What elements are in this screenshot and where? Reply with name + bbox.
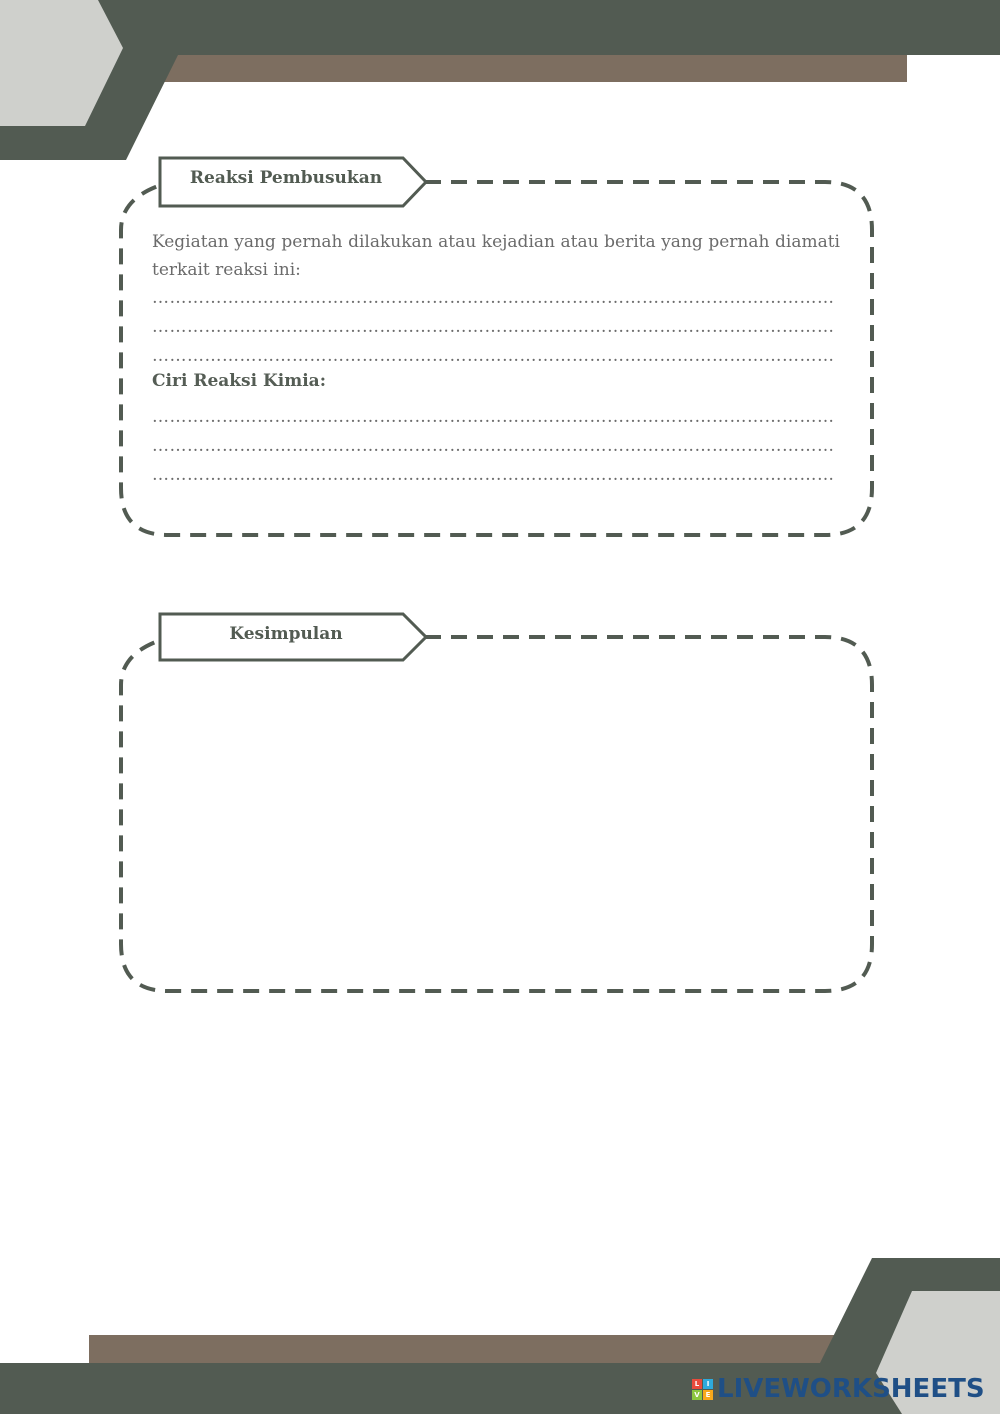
- answer-line-1[interactable]: ………………………………………………………………………………………………………: [152, 288, 835, 308]
- logo-icon: L I V E: [692, 1379, 713, 1400]
- logo-text: LIVEWORKSHEETS: [717, 1374, 985, 1404]
- kesimpulan-answer-area[interactable]: [140, 675, 852, 975]
- ciri-line-1[interactable]: ………………………………………………………………………………………………………: [152, 407, 835, 427]
- reaksi-prompt: Kegiatan yang pernah dilakukan atau kejadian atau berita yang pernah diamati terkait reaksi ini:: [152, 232, 840, 280]
- ciri-line-2[interactable]: ………………………………………………………………………………………………………: [152, 436, 835, 456]
- reaksi-content: [152, 228, 840, 490]
- answer-line-2[interactable]: ………………………………………………………………………………………………………: [152, 317, 835, 337]
- ciri-heading: Ciri Reaksi Kimia:: [152, 371, 326, 391]
- ciri-line-3[interactable]: ………………………………………………………………………………………………………: [152, 465, 835, 485]
- answer-line-3[interactable]: ………………………………………………………………………………………………………: [152, 346, 835, 366]
- reaksi-title: Reaksi Pembusukan: [189, 168, 383, 188]
- liveworksheets-logo[interactable]: [692, 1374, 985, 1404]
- kesimpulan-title: Kesimpulan: [229, 624, 343, 644]
